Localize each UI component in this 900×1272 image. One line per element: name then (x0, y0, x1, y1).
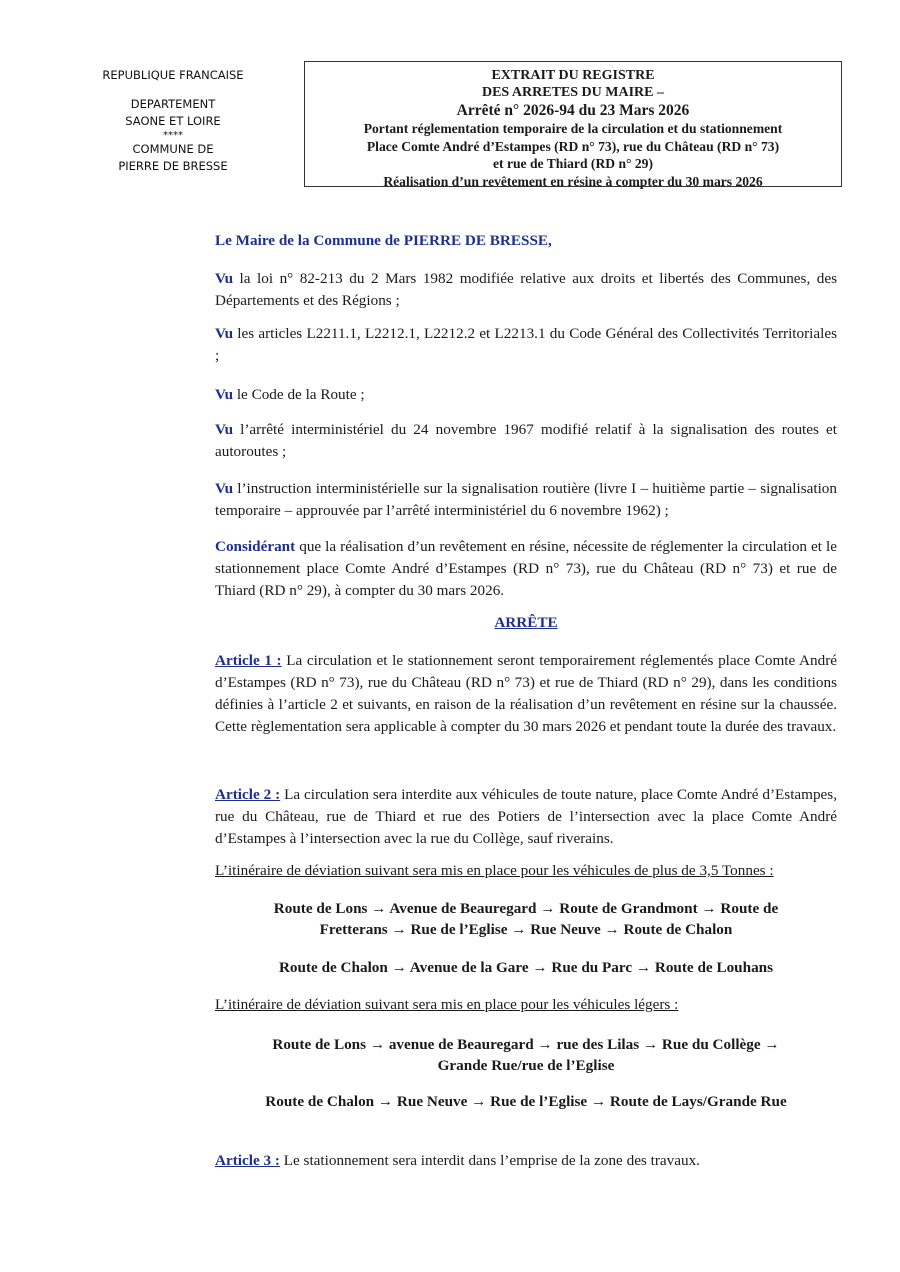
article-2-text: La circulation sera interdite aux véhicules de toute nature, place Comte André d’Estampes, rue du Château, rue de Thiard et rue des Potiers de l’intersection avec la place Comte André d’Estampes à l’intersection avec la rue du Collège, sauf riverains. (215, 786, 838, 847)
route-heavy-1 (215, 898, 837, 940)
deviation-light-heading: L’itinéraire de déviation suivant sera mis en place pour les véhicules légers : (215, 996, 679, 1013)
vu-paragraph-3 (215, 384, 837, 406)
subject-line-3: et rue de Thiard (RD n° 29) (493, 156, 653, 171)
separator-stars: **** (163, 130, 183, 141)
vu-paragraph-4 (215, 419, 837, 463)
subject-line-1: Portant réglementation temporaire de la circulation et du stationnement (363, 121, 783, 136)
article-3-text: Le stationnement sera interdit dans l’emprise de la zone des travaux. (283, 1152, 700, 1169)
route-heavy-2: Route de Chalon → Avenue de la Gare → Rue du Parc → Route de Louhans (278, 959, 774, 976)
vu-label: Vu (215, 421, 234, 438)
vu-paragraph-2 (215, 323, 837, 367)
considerant-label: Considérant (215, 538, 296, 555)
title-line-2: DES ARRETES DU MAIRE – (481, 85, 665, 100)
considerant-paragraph (215, 536, 837, 602)
vu-label: Vu (215, 325, 234, 342)
department-name: SAONE ET LOIRE (125, 114, 221, 128)
article-1-label: Article 1 : (215, 652, 282, 669)
vu-paragraph-1 (215, 268, 837, 312)
issuer-block (80, 67, 266, 175)
article-1 (215, 650, 837, 738)
arrete-heading: ARRÊTE (494, 614, 558, 631)
vu-label: Vu (215, 386, 234, 403)
vu-label: Vu (215, 480, 234, 497)
article-3 (215, 1150, 837, 1172)
vu-paragraph-5 (215, 478, 837, 522)
route-light-1-line-a: Route de Lons → avenue de Beauregard → rue des Lilas → Rue du Collège → (272, 1036, 780, 1053)
article-2 (215, 784, 837, 850)
article-1-text: La circulation et le stationnement seront temporairement réglementés place Comte André d’Estampes (RD n° 73), rue du Château (RD n° 73) et rue de Thiard (RD n° 29), dans les conditions définies à l’article 2 et suivants, en raison de la réalisation d’un revêtement en résine sur la chaussée. Cette règlementation sera applicable à compter du 30 mars 2026 et pendant toute la durée des travaux. (215, 652, 837, 735)
commune-label: COMMUNE DE (132, 142, 214, 156)
subject-line-2: Place Comte André d’Estampes (RD n° 73), rue du Château (RD n° 73) (366, 138, 780, 154)
vu-text: la loi n° 82-213 du 2 Mars 1982 modifiée relative aux droits et libertés des Communes, des Départements et des Régions ; (215, 270, 837, 309)
route-light-1 (215, 1034, 837, 1076)
vu-text: le Code de la Route ; (236, 386, 365, 403)
article-2-label: Article 2 : (215, 786, 281, 803)
vu-label: Vu (215, 270, 234, 287)
title-line-1: EXTRAIT DU REGISTRE (491, 68, 655, 83)
decree-title-box (304, 61, 842, 187)
route-light-1-line-b: Grande Rue/rue de l’Eglise (437, 1057, 615, 1074)
vu-text: l’instruction interministérielle sur la signalisation routière (livre I – huitième partie – signalisation temporaire – approuvée par l’arrêté interministériel du 6 novembre 1962) ; (215, 480, 837, 519)
department-label: DEPARTEMENT (130, 97, 216, 111)
article-3-label: Article 3 : (215, 1152, 280, 1169)
route-heavy-1-line-b: Fretterans → Rue de l’Eglise → Rue Neuve → Route de Chalon (319, 921, 733, 938)
commune-name: PIERRE DE BRESSE (118, 159, 228, 173)
subject-line-4: Réalisation d’un revêtement en résine à compter du 30 mars 2026 (383, 173, 763, 189)
deviation-heavy-heading: L’itinéraire de déviation suivant sera mis en place pour les véhicules de plus de 3,5 Tonnes : (215, 862, 774, 879)
route-heavy-1-line-a: Route de Lons → Avenue de Beauregard → Route de Grandmont → Route de (273, 900, 779, 917)
vu-text: les articles L2211.1, L2212.1, L2212.2 et L2213.1 du Code Général des Collectivités Territoriales ; (215, 325, 837, 364)
route-light-2: Route de Chalon → Rue Neuve → Rue de l’Eglise → Route de Lays/Grande Rue (265, 1093, 787, 1110)
vu-text: l’arrêté interministériel du 24 novembre 1967 modifié relatif à la signalisation des routes et autoroutes ; (215, 421, 837, 460)
mayor-heading: Le Maire de la Commune de PIERRE DE BRESSE, (215, 232, 552, 249)
considerant-text: que la réalisation d’un revêtement en résine, nécessite de réglementer la circulation et le stationnement place Comte André d’Estampes (RD n° 73), rue du Château (RD n° 73) et rue de Thiard (RD n° 29), à compter du 30 mars 2026. (215, 538, 838, 599)
republic-label: REPUBLIQUE FRANCAISE (102, 68, 244, 82)
decree-number: Arrêté n° 2026-94 du 23 Mars 2026 (456, 102, 690, 119)
